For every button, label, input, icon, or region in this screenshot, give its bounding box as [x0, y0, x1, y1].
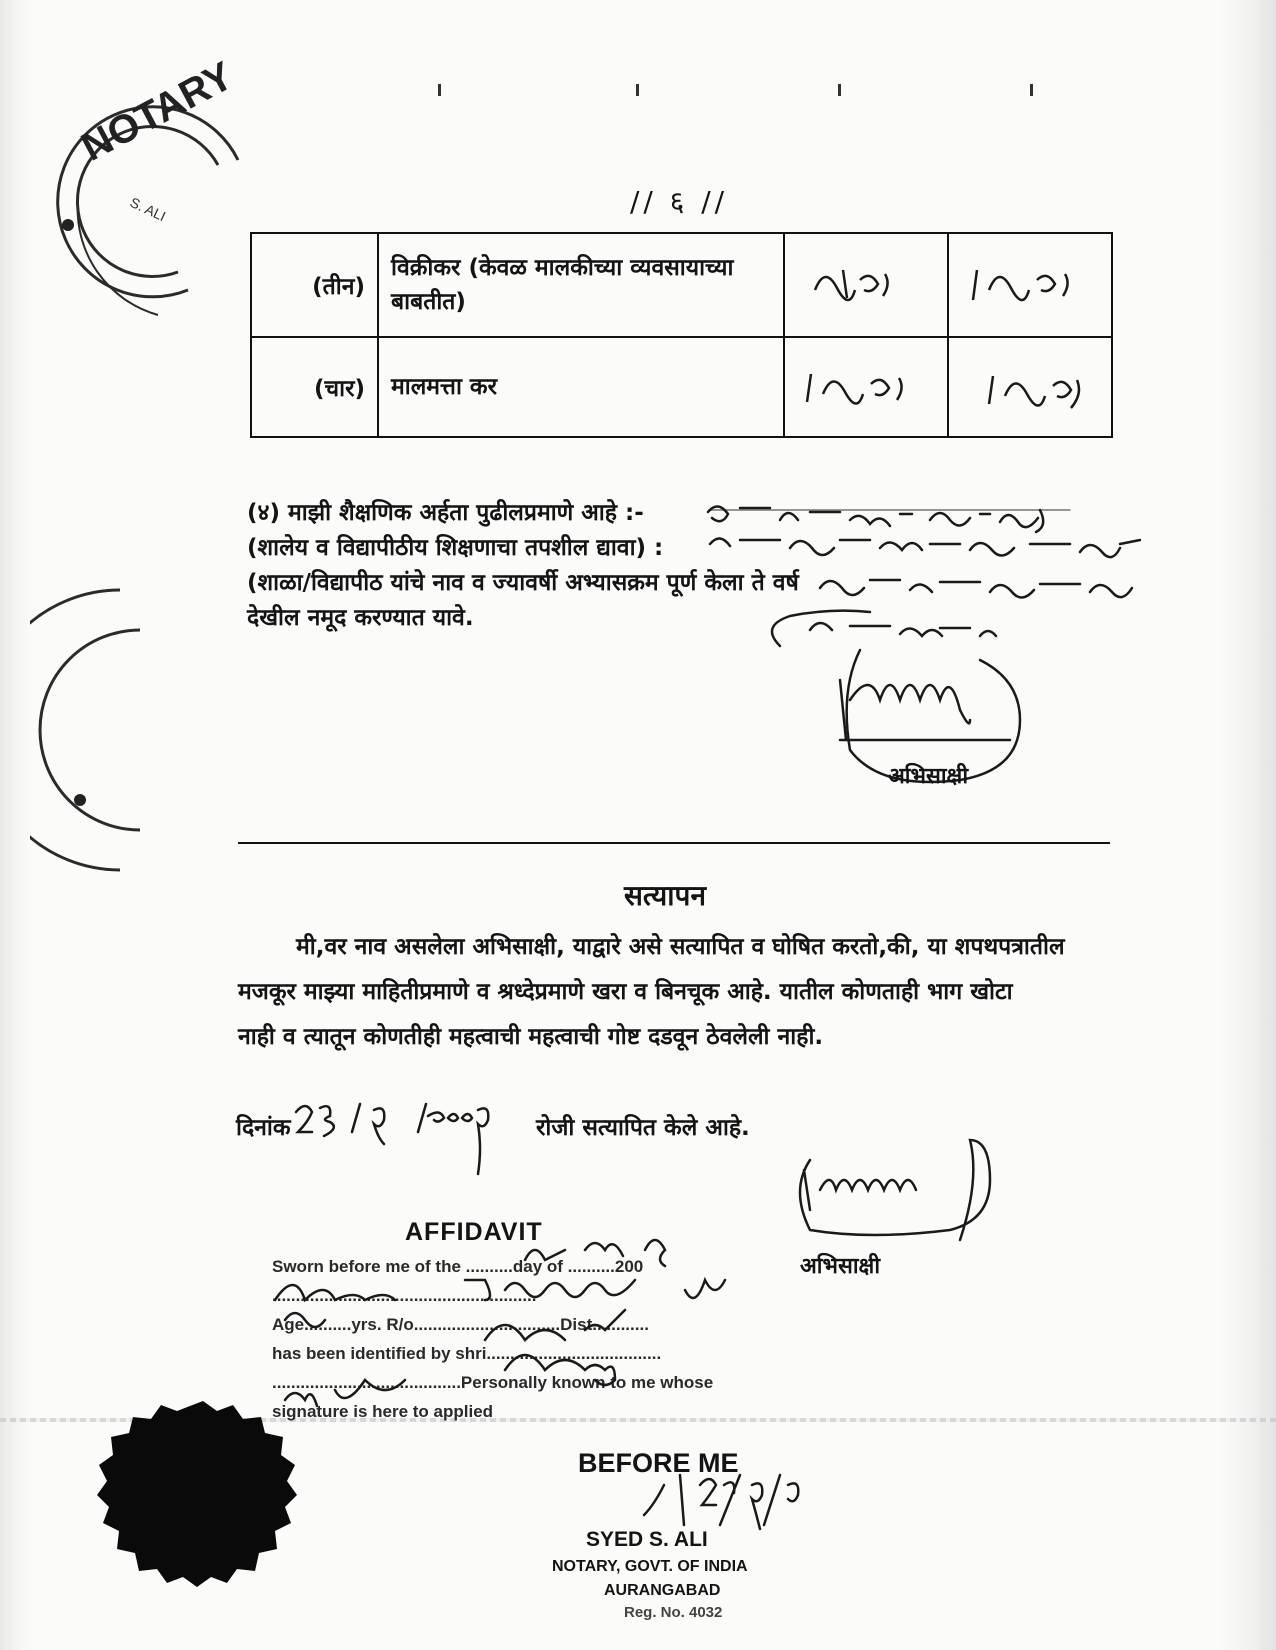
- deponent-label: अभिसाक्षी: [888, 764, 969, 789]
- handwritten-education-details: [700, 500, 1220, 800]
- scan-edge-left: [0, 0, 30, 1650]
- verification-heading: सत्यापन: [624, 879, 706, 912]
- affidavit-line: has been identified by shri.....................................: [272, 1344, 662, 1363]
- deponent-label: अभिसाक्षी: [800, 1254, 881, 1279]
- punch-mark: [438, 84, 441, 96]
- page-number: // ६ //: [630, 185, 729, 218]
- date-label: दिनांक: [236, 1115, 291, 1141]
- handwritten-entry: [784, 337, 948, 437]
- affidavit-line: signature is here to applied: [272, 1402, 494, 1421]
- row-index: (चार): [251, 337, 378, 437]
- notary-registration: Reg. No. 4032: [624, 1604, 723, 1621]
- handwritten-entry: [948, 233, 1112, 337]
- education-line: (शाळा/विद्यापीठ यांचे नाव व ज्यावर्षी अभ्यासक्रम पूर्ण केला ते वर्ष: [247, 570, 799, 596]
- affidavit-line: Age..........yrs. R/o...............................Dist............: [272, 1315, 649, 1334]
- date-suffix: रोजी सत्यापित केले आहे.: [536, 1115, 750, 1141]
- education-line: (शालेय व विद्यापीठीय शिक्षणाचा तपशील द्यावा) :: [247, 535, 664, 561]
- punch-mark: [636, 84, 639, 96]
- stamp-text: NOTARY: [74, 53, 241, 170]
- punch-mark: [1030, 84, 1033, 96]
- verification-line: मी,वर नाव असलेला अभिसाक्षी, याद्वारे असे सत्यापित व घोषित करतो,की, या शपथपत्रातील: [296, 934, 1065, 960]
- affidavit-line: ........................................................: [272, 1286, 537, 1305]
- tax-table: [250, 232, 1113, 438]
- handwritten-entry: [948, 337, 1112, 437]
- affidavit-line: ........................................Personally known to me whose: [272, 1373, 714, 1392]
- row-index: (तीन): [251, 233, 378, 337]
- row-description: विक्रीकर (केवळ मालकीच्या व्यवसायाच्या बाबतीत): [378, 233, 784, 337]
- table-row: [251, 337, 1112, 437]
- punch-mark: [838, 84, 841, 96]
- notary-name: SYED S. ALI: [586, 1528, 708, 1551]
- verification-line: मजकूर माझ्या माहितीप्रमाणे व श्रध्देप्रमाणे खरा व बिनचूक आहे. यातील कोणताही भाग खोटा: [238, 979, 1013, 1005]
- table-row: [251, 233, 1112, 337]
- education-line: (४) माझी शैक्षणिक अर्हता पुढीलप्रमाणे आहे :-: [247, 500, 644, 526]
- section-divider: [238, 842, 1110, 844]
- verification-line: नाही व त्यातून कोणतीही महत्वाची महत्वाची गोष्ट दडवून ठेवलेली नाही.: [238, 1024, 824, 1050]
- svg-text:S. ALI: S. ALI: [127, 193, 169, 225]
- verification-body: [238, 925, 1118, 1060]
- deponent-signature: [790, 1130, 1010, 1270]
- notary-title: NOTARY, GOVT. OF INDIA: [552, 1558, 748, 1575]
- notary-handwritten-date: [640, 1465, 810, 1535]
- notary-seal: [58, 1395, 348, 1650]
- affidavit-stamp-title: AFFIDAVIT: [405, 1218, 543, 1246]
- notary-stamp-middle: [30, 570, 140, 890]
- before-me-label: BEFORE ME: [578, 1448, 739, 1478]
- notary-stamp-top: [38, 40, 268, 330]
- notary-city: AURANGABAD: [604, 1582, 721, 1599]
- education-line: देखील नमूद करण्यात यावे.: [247, 605, 474, 631]
- affidavit-line: Sworn before me of the ..........day of ..........200: [272, 1257, 644, 1276]
- handwritten-entry: [784, 233, 948, 337]
- row-description: मालमत्ता कर: [378, 337, 784, 437]
- handwritten-date: [292, 1098, 542, 1178]
- scan-edge-right: [1216, 0, 1276, 1650]
